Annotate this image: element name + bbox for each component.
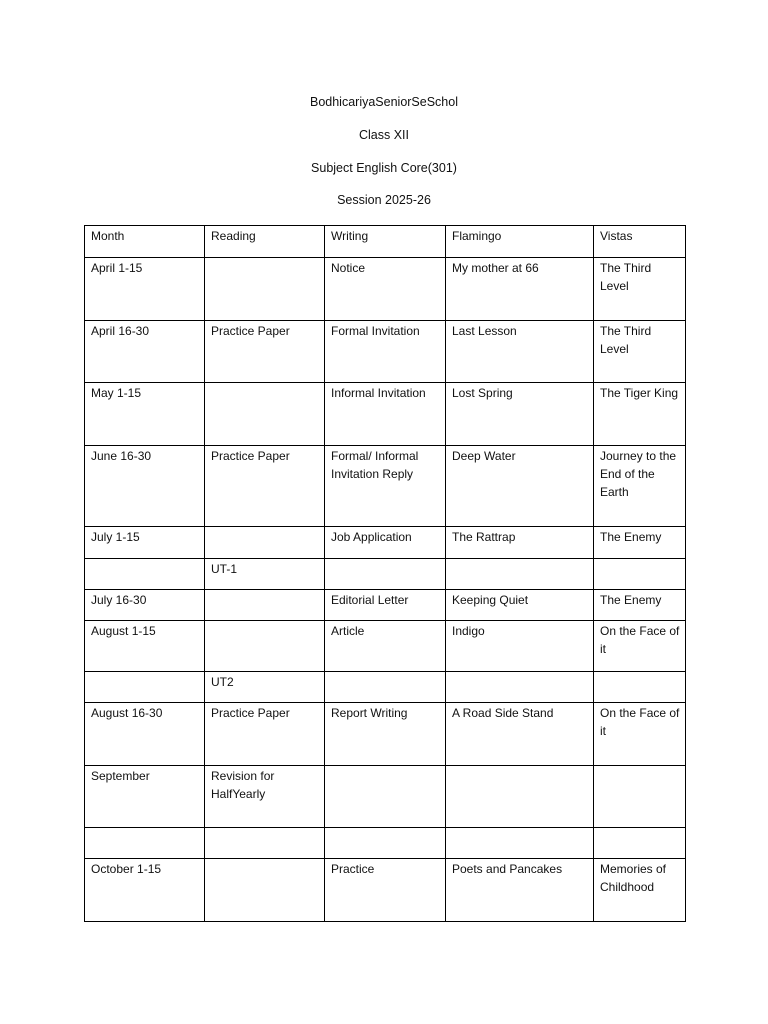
table-cell: [85, 672, 205, 703]
table-cell: Lost Spring: [446, 383, 594, 446]
table-cell: [205, 828, 325, 859]
table-header-row: [85, 226, 686, 258]
column-header-reading: Reading: [205, 226, 325, 258]
table-cell: April 1-15: [85, 258, 205, 321]
table-cell: [594, 559, 686, 590]
table-cell: July 1-15: [85, 527, 205, 559]
column-header-vistas: Vistas: [594, 226, 686, 258]
table-row: [85, 559, 686, 590]
table-cell: [325, 672, 446, 703]
table-cell: My mother at 66: [446, 258, 594, 321]
table-row: [85, 703, 686, 766]
table-cell: The Third Level: [594, 258, 686, 321]
table-cell: August 16-30: [85, 703, 205, 766]
table-cell: [594, 672, 686, 703]
table-cell: [325, 559, 446, 590]
table-row: [85, 446, 686, 527]
table-row: [85, 672, 686, 703]
table-cell: Revision for HalfYearly: [205, 766, 325, 828]
table-cell: July 16-30: [85, 590, 205, 621]
table-cell: [594, 828, 686, 859]
table-cell: [205, 258, 325, 321]
table-row: [85, 258, 686, 321]
table-cell: The Tiger King: [594, 383, 686, 446]
table-cell: A Road Side Stand: [446, 703, 594, 766]
column-header-writing: Writing: [325, 226, 446, 258]
column-header-flamingo: Flamingo: [446, 226, 594, 258]
table-row: [85, 828, 686, 859]
table-cell: May 1-15: [85, 383, 205, 446]
table-cell: [205, 383, 325, 446]
table-cell: Last Lesson: [446, 321, 594, 383]
table-cell: Deep Water: [446, 446, 594, 527]
table-cell: [325, 828, 446, 859]
table-cell: Poets and Pancakes: [446, 859, 594, 922]
subject-title: Subject English Core(301): [311, 161, 457, 175]
table-cell: October 1-15: [85, 859, 205, 922]
table-cell: [594, 766, 686, 828]
session-title: Session 2025-26: [337, 193, 431, 207]
table-cell: Formal Invitation: [325, 321, 446, 383]
school-name: BodhicariyaSeniorSeSchol: [309, 95, 458, 109]
table-cell: [325, 766, 446, 828]
table-cell: Keeping Quiet: [446, 590, 594, 621]
table-cell: April 16-30: [85, 321, 205, 383]
syllabus-table: [84, 225, 686, 922]
table-row: [85, 590, 686, 621]
table-cell: Notice: [325, 258, 446, 321]
table-cell: The Third Level: [594, 321, 686, 383]
table-cell: [446, 766, 594, 828]
table-cell: Indigo: [446, 621, 594, 672]
table-row: [85, 766, 686, 828]
table-cell: On the Face of it: [594, 703, 686, 766]
table-cell: [205, 621, 325, 672]
table-cell: Editorial Letter: [325, 590, 446, 621]
table-cell: Job Application: [325, 527, 446, 559]
table-row: [85, 527, 686, 559]
table-cell: June 16-30: [85, 446, 205, 527]
table-cell: Journey to the End of the Earth: [594, 446, 686, 527]
class-title: Class XII: [358, 128, 409, 142]
table-cell: The Enemy: [594, 527, 686, 559]
table-cell: August 1-15: [85, 621, 205, 672]
table-cell: [446, 559, 594, 590]
table-cell: [85, 828, 205, 859]
table-cell: Formal/ Informal Invitation Reply: [325, 446, 446, 527]
table-cell: [205, 527, 325, 559]
table-cell: On the Face of it: [594, 621, 686, 672]
table-row: [85, 321, 686, 383]
table-cell: [205, 859, 325, 922]
table-cell: Practice Paper: [205, 321, 325, 383]
table-cell: September: [85, 766, 205, 828]
table-cell: UT2: [205, 672, 325, 703]
table-cell: The Rattrap: [446, 527, 594, 559]
table-cell: Report Writing: [325, 703, 446, 766]
table-row: [85, 621, 686, 672]
table-cell: UT-1: [205, 559, 325, 590]
table-cell: Practice Paper: [205, 703, 325, 766]
table-cell: [446, 828, 594, 859]
table-row: [85, 383, 686, 446]
table-row: [85, 859, 686, 922]
table-cell: [446, 672, 594, 703]
table-cell: Practice: [325, 859, 446, 922]
table-cell: The Enemy: [594, 590, 686, 621]
column-header-month: Month: [85, 226, 205, 258]
table-cell: Article: [325, 621, 446, 672]
table-cell: [205, 590, 325, 621]
table-cell: Practice Paper: [205, 446, 325, 527]
table-cell: [85, 559, 205, 590]
table-cell: Informal Invitation: [325, 383, 446, 446]
table-cell: Memories of Childhood: [594, 859, 686, 922]
